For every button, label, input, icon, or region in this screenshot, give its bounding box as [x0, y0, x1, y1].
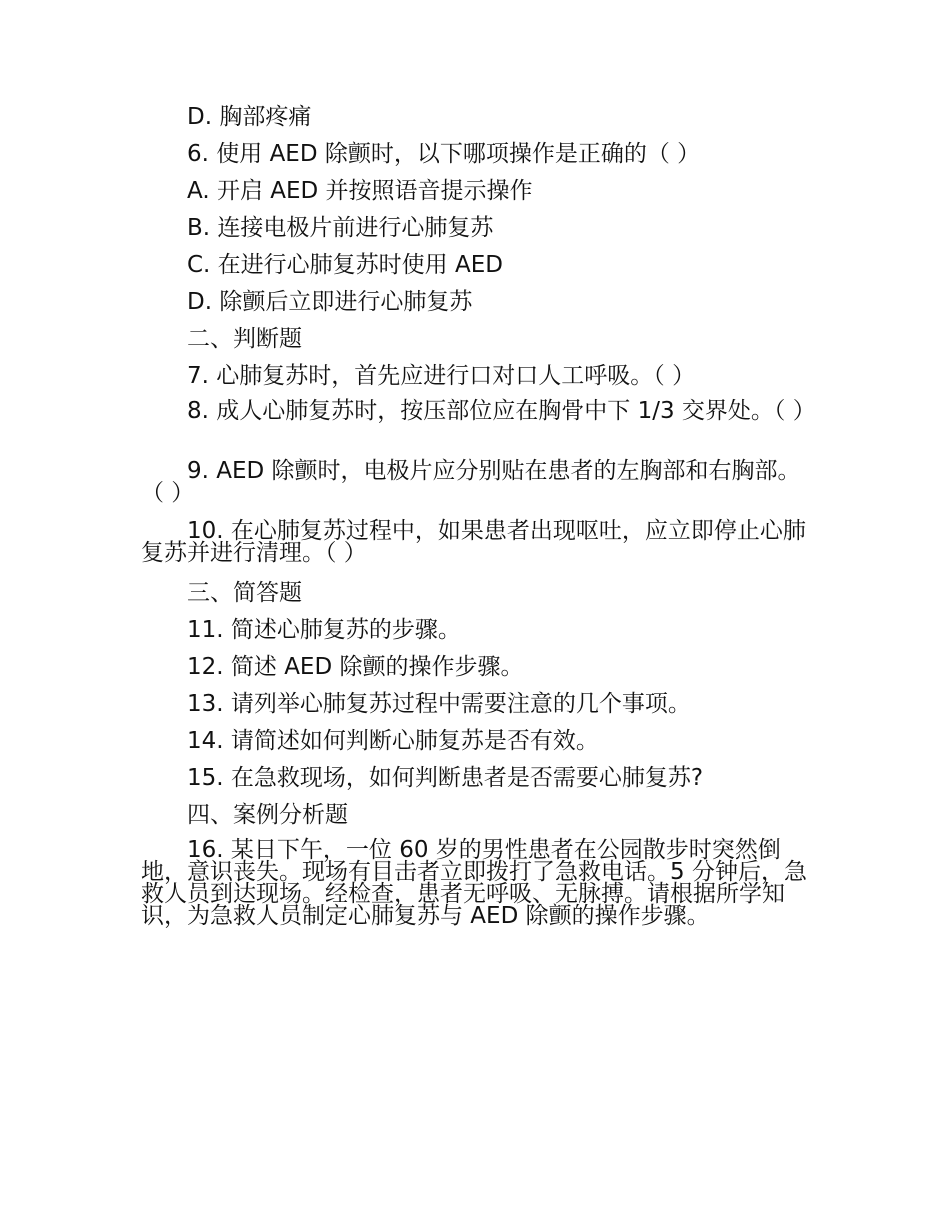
- question-14: 14. 请简述如何判断心肺复苏是否有效。: [187, 728, 599, 754]
- question-6: 6. 使用 AED 除颤时，以下哪项操作是正确的（ ）: [187, 141, 701, 167]
- option-6c: C. 在进行心肺复苏时使用 AED: [187, 252, 503, 278]
- question-16: 16. 某日下午，一位 60 岁的男性患者在公园散步时突然倒地，意识丧失。现场有目击者立即拨打了急救电话。5 分钟后，急救人员到达现场。经检查，患者无呼吸、无脉搏。请根据所学知识，为急救人员制定心肺复苏与 AED 除颤的操作步骤。: [141, 837, 807, 929]
- option-6a: A. 开启 AED 并按照语音提示操作: [187, 178, 533, 204]
- question-10: 10. 在心肺复苏过程中，如果患者出现呕吐，应立即停止心肺复苏并进行清理。（ ）: [141, 518, 806, 566]
- question-8: 8. 成人心肺复苏时，按压部位应在胸骨中下 1/3 交界处。（ ）: [187, 398, 816, 424]
- option-5d: D. 胸部疼痛: [187, 104, 312, 130]
- document-body: [141, 104, 816, 929]
- option-6b: B. 连接电极片前进行心肺复苏: [187, 215, 494, 241]
- question-12: 12. 简述 AED 除颤的操作步骤。: [187, 654, 524, 680]
- section-2-heading: 二、判断题: [187, 326, 302, 352]
- question-11: 11. 简述心肺复苏的步骤。: [187, 617, 461, 643]
- section-4-heading: 四、案例分析题: [187, 802, 348, 828]
- question-7: 7. 心肺复苏时，首先应进行口对口人工呼吸。（ ）: [187, 363, 696, 389]
- option-6d: D. 除颤后立即进行心肺复苏: [187, 289, 473, 315]
- section-3-heading: 三、简答题: [187, 580, 302, 606]
- question-9: 9. AED 除颤时，电极片应分别贴在患者的左胸部和右胸部。（ ）: [141, 458, 801, 506]
- question-15: 15. 在急救现场，如何判断患者是否需要心肺复苏?: [187, 765, 704, 791]
- question-13: 13. 请列举心肺复苏过程中需要注意的几个事项。: [187, 691, 691, 717]
